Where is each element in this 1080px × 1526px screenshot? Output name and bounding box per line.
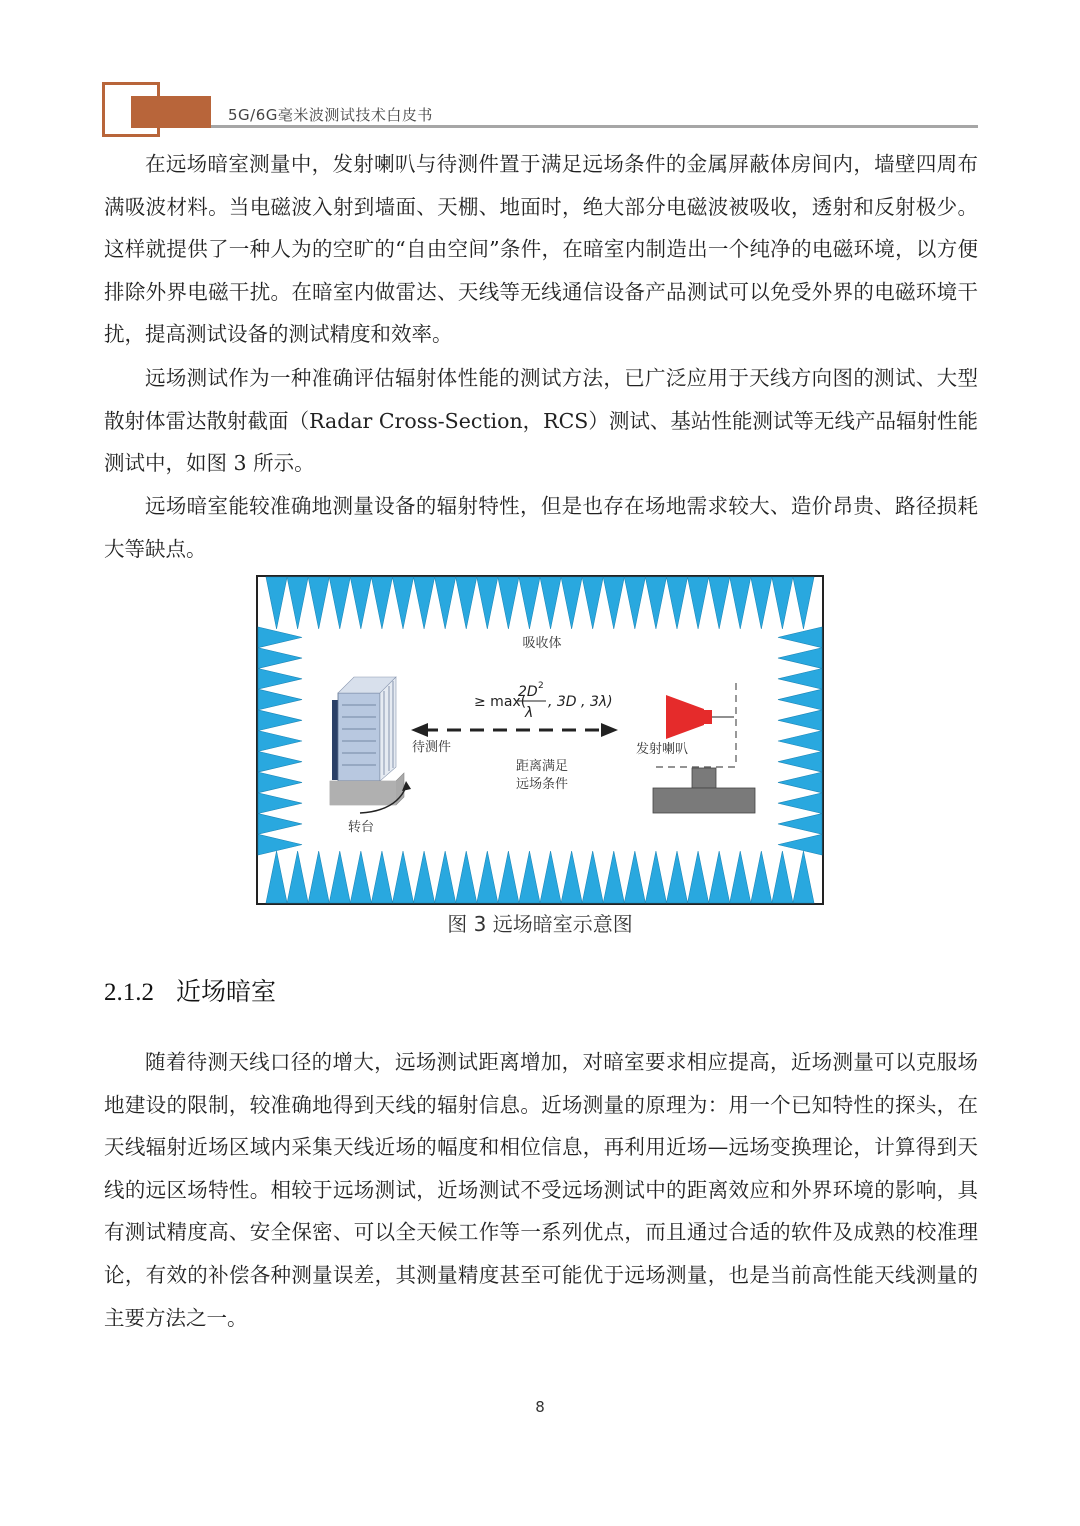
figure-far-field-chamber: [256, 575, 824, 905]
dut-label: 待测件: [412, 740, 452, 755]
document-title: 5G/6G毫米波测试技术白皮书: [228, 106, 433, 124]
section-heading: [104, 972, 276, 1008]
paragraph-farfield-drawbacks: 远场暗室能较准确地测量设备的辐射特性，但是也存在场地需求较大、造价昂贵、路径损耗大等缺点。: [104, 494, 978, 561]
header-rule: [211, 125, 978, 128]
turntable-label: 转台: [348, 820, 375, 835]
distance-label-line2: 远场条件: [515, 777, 569, 792]
svg-text:λ: λ: [525, 705, 534, 721]
dut-antenna-array-icon: [330, 677, 404, 805]
header-decor-block: [131, 96, 211, 128]
page-header: [0, 0, 1080, 150]
page-number: 8: [535, 1398, 545, 1416]
section-number: 2.1.2: [104, 979, 154, 1006]
svg-text:2D: 2D: [518, 684, 538, 700]
paragraph-farfield-applications: 远场测试作为一种准确评估辐射体性能的测试方法，已广泛应用于天线方向图的测试、大型散射体雷达散射截面（Radar Cross-Section，RCS）测试、基站性能测试等无线产品辐射性能测试中，如图 3 所示。: [104, 366, 978, 476]
svg-text:≥ max(: ≥ max(: [474, 694, 527, 710]
svg-text:, 3D , 3λ): , 3D , 3λ): [548, 694, 613, 710]
paragraph-anechoic-intro: 在远场暗室测量中，发射喇叭与待测件置于满足远场条件的金属屏蔽体房间内，墙壁四周布满吸波材料。当电磁波入射到墙面、天棚、地面时，绝大部分电磁波被吸收，透射和反射极少。这样就提供了一种人为的空旷的“自由空间”条件，在暗室内制造出一个纯净的电磁环境，以方便排除外界电磁干扰。在暗室内做雷达、天线等无线通信设备产品测试可以免受外界的电磁环境干扰，提高测试设备的测试精度和效率。: [104, 152, 978, 347]
chamber-diagram: [256, 575, 824, 905]
figure-caption: 图 3 远场暗室示意图: [447, 912, 633, 936]
absorber-label: 吸收体: [522, 636, 562, 651]
distance-label-line1: 距离满足: [515, 759, 569, 774]
section-title: 近场暗室: [176, 977, 277, 1006]
svg-text:2: 2: [538, 681, 544, 691]
paragraph-near-field: 随着待测天线口径的增大，远场测试距离增加，对暗室要求相应提高，近场测量可以克服场地建设的限制，较准确地得到天线的辐射信息。近场测量的原理为：用一个已知特性的探头，在天线辐射近场区域内采集天线近场的幅度和相位信息，再利用近场—远场变换理论，计算得到天线的远区场特性。相较于远场测试，近场测试不受远场测试中的距离效应和外界环境的影响，具有测试精度高、安全保密、可以全天候工作等一系列优点，而且通过合适的软件及成熟的校准理论，有效的补偿各种测量误差，其测量精度甚至可能优于远场测量，也是当前高性能天线测量的主要方法之一。: [104, 1050, 978, 1330]
horn-label: 发射喇叭: [636, 742, 689, 757]
